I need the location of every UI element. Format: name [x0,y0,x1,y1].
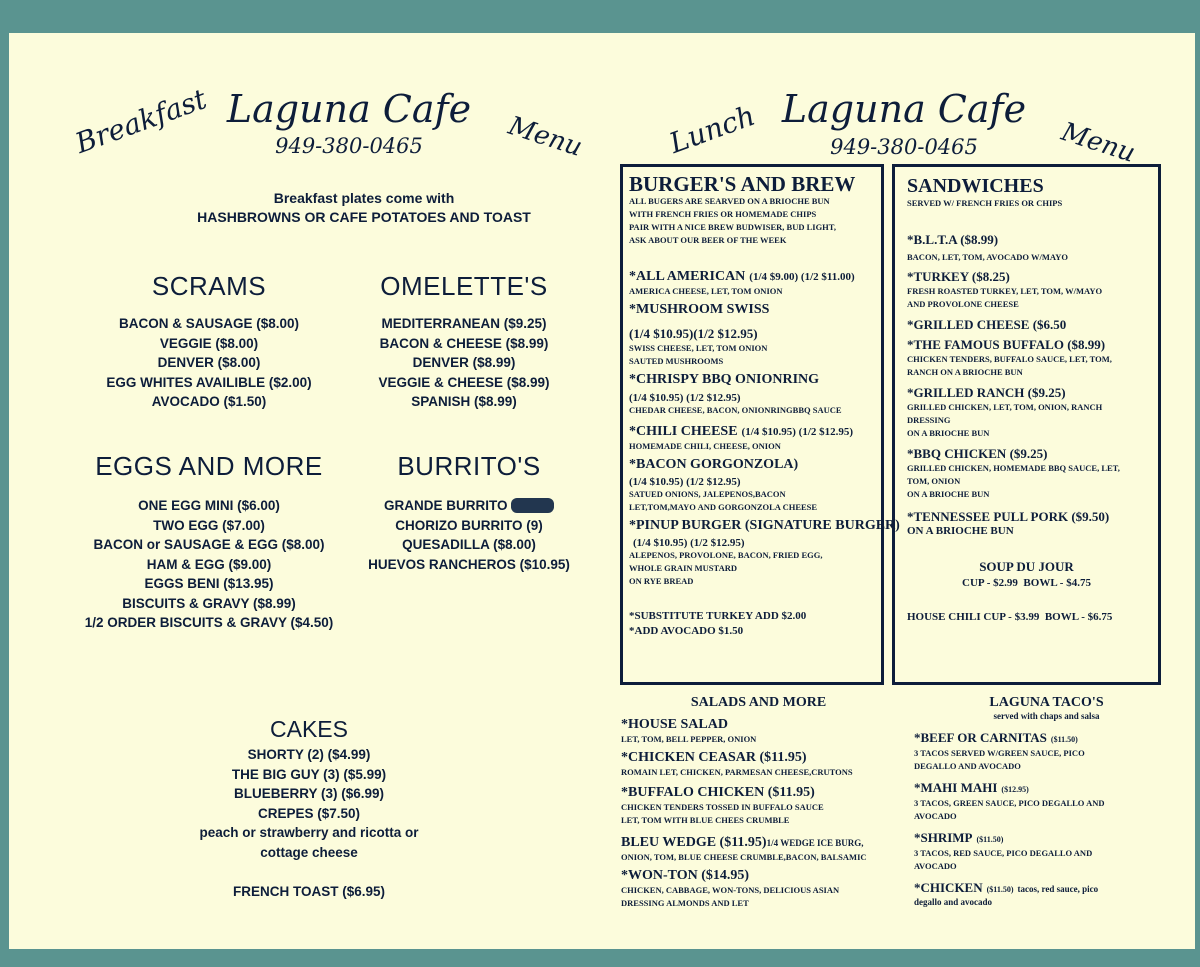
list-item: SPANISH ($8.99) [411,394,517,409]
list-item: CHORIZO BURRITO (9) [395,517,543,533]
item-name: *GRILLED RANCH ($9.25) [907,385,1066,400]
burritos-title: BURRITO'S [397,451,541,481]
grande-burrito-label: GRANDE BURRITO [383,498,508,513]
list-item: EGGS BENI ($13.95) [144,576,274,591]
burgers-box [620,164,900,685]
item-name: *GRILLED CHEESE ($6.50 [907,317,1067,332]
item-desc: 3 TACOS, RED SAUCE, PICO DEGALLO AND [914,848,1093,858]
list-item: BACON & SAUSAGE ($8.00) [118,316,300,331]
list-item: BACON & CHEESE ($8.99) [379,335,549,351]
tacos-sub: served with chaps and salsa [993,711,1100,721]
item-price: ($11.50) [976,835,1004,844]
list-item: MEDITERRANEAN ($9.25) [381,316,547,331]
list-item: CREPES ($7.50) [257,805,361,821]
item-desc: BACON, LET, TOM, AVOCADO W/MAYO [907,252,1068,262]
list-item: SHORTY (2) ($4.99) [247,747,371,762]
item-name: *ALL AMERICAN [629,269,746,284]
item-desc: ON A BRIOCHE BUN [907,489,990,499]
list-item: 1/2 ORDER BISCUITS & GRAVY ($4.50) [84,615,334,630]
list-item: DENVER ($8.99) [412,355,516,370]
soup-prices: CUP - $2.99 BOWL - $4.75 [962,577,1091,589]
item-name: *BBQ CHICKEN ($9.25) [907,446,1048,461]
item-desc: LET, TOM, BELL PEPPER, ONION [621,734,757,744]
eggs-title: EGGS AND MORE [95,451,323,481]
scrams-title: SCRAMS [151,271,267,301]
list-item [344,496,594,516]
list-item [914,829,1179,847]
burritos-section [344,451,594,574]
item-desc: CHEDAR CHEESE, BACON, ONIONRINGBBQ SAUCE [629,405,842,415]
item-desc: SAUTED MUSHROOMS [629,356,724,366]
list-item [914,729,1179,747]
item-price: ($11.50) [1050,735,1078,744]
item-price: (1/4 $10.95) (1/2 $12.95) [633,537,745,549]
breakfast-phone: 949-380-0465 [275,134,423,158]
list-item: HAM & EGG ($9.00) [146,556,272,572]
list-item [629,422,881,440]
item-desc: degallo and avocado [914,897,993,907]
eggs-section [54,451,364,633]
lunch-menu-label: Menu [1057,117,1139,169]
tacos-section [914,695,1179,907]
item-desc: ALEPENOS, PROVOLONE, BACON, FRIED EGG, [629,550,823,560]
chili-prices: HOUSE CHILI CUP - $3.99 BOWL - $6.75 [907,611,1113,623]
list-item: VEGGIE & CHEESE ($8.99) [378,374,550,390]
burgers-desc: WITH FRENCH FRIES OR HOMEMADE CHIPS [629,209,817,219]
cakes-section [159,716,459,902]
list-item [914,879,1179,897]
list-item: THE BIG GUY (3) ($5.99) [231,766,387,782]
item-name: *CHICKEN [914,880,983,895]
item-desc: DRESSING ALMONDS AND LET [621,898,749,908]
item-desc: 3 TACOS, GREEN SAUCE, PICO DEGALLO AND [914,798,1105,808]
item-desc: CHICKEN TENDERS TOSSED IN BUFFALO SAUCE [621,802,824,812]
item-desc: FRESH ROASTED TURKEY, LET, TOM, W/MAYO [907,286,1103,296]
item-desc: TOM, ONION [907,476,961,486]
lunch-cafe-title: Laguna Cafe [781,87,1027,131]
item-name: *PINUP BURGER (SIGNATURE BURGER) [629,518,900,533]
list-item: BLUEBERRY (3) ($6.99) [233,786,385,801]
item-price: (1/4 $10.95) (1/2 $12.95) [741,426,854,438]
menu-paper [9,33,1195,949]
cakes-title: CAKES [270,716,348,742]
french-toast: FRENCH TOAST ($6.95) [232,884,386,899]
list-item: QUESADILLA ($8.00) [402,537,536,552]
item-price: (1/4 $9.00) (1/2 $11.00) [749,271,855,283]
item-desc: SATUED ONIONS, JALEPENOS,BACON [629,489,786,499]
item-price: ($11.50) [986,885,1014,894]
item-desc: ON A BRIOCHE BUN [907,428,990,438]
burgers-title: BURGER'S AND BREW [629,172,856,196]
item-price: ($12.95) [1001,785,1029,794]
item-name: *BACON GORGONZOLA) [629,457,799,472]
lunch-phone: 949-380-0465 [830,135,978,159]
list-item: TWO EGG ($7.00) [153,517,265,533]
item-price: (1/4 $10.95) (1/2 $12.95) [629,392,741,404]
item-desc: AMERICA CHEESE, LET, TOM ONION [629,286,783,296]
item-name: *MUSHROOM SWISS [629,302,770,317]
burgers-desc: PAIR WITH A NICE BREW BUDWISER, BUD LIGHT, [629,222,836,232]
item-desc: ONION, TOM, BLUE CHEESE CRUMBLE,BACON, BALSAMIC [621,852,867,862]
substitute-turkey: *SUBSTITUTE TURKEY ADD $2.00 [629,610,807,622]
item-desc: ROMAIN LET, CHICKEN, PARMESAN CHEESE,CRUTONS [621,767,853,777]
omelettes-title: OMELETTE'S [380,271,548,301]
item-name: *BUFFALO CHICKEN ($11.95) [621,785,815,800]
item-name: *THE FAMOUS BUFFALO ($8.99) [907,337,1106,352]
item-desc: DEGALLO AND AVOCADO [914,761,1021,771]
list-item: peach or strawberry and ricotta or [199,825,419,840]
grande-burrito-price-struck [511,498,554,513]
list-item: BISCUITS & GRAVY ($8.99) [122,595,296,611]
salads-title: SALADS AND MORE [690,695,827,710]
item-name: *CHILI CHEESE [629,424,738,439]
list-item: ONE EGG MINI ($6.00) [138,498,280,513]
item-name: *B.L.T.A ($8.99) [907,232,999,247]
list-item: DENVER ($8.00) [157,355,261,370]
item-name: *BEEF OR CARNITAS [914,730,1047,745]
sandwiches-sub: SERVED W/ FRENCH FRIES OR CHIPS [907,198,1063,208]
lunch-corner-label: Lunch [665,98,760,161]
omelettes-section [334,271,594,412]
item-desc: LET, TOM WITH BLUE CHEES CRUMBLE [621,815,790,825]
list-item: AVOCADO ($1.50) [151,394,267,409]
item-desc: AVOCADO [914,811,957,821]
item-name: *CHRISPY BBQ ONIONRING [629,372,820,387]
item-desc: ON A BRIOCHE BUN [907,525,1014,537]
breakfast-intro-line1: Breakfast plates come with [273,190,455,206]
item-desc: RANCH ON A BRIOCHE BUN [907,367,1023,377]
sandwiches-title: SANDWICHES [907,175,1044,197]
list-item [914,779,1179,797]
sandwiches-box [892,164,1161,685]
item-name: *HOUSE SALAD [621,717,728,732]
list-item [629,267,881,285]
item-name: BLEU WEDGE ($11.95) [621,835,767,850]
item-desc: GRILLED CHICKEN, HOMEMADE BBQ SAUCE, LET, [907,463,1120,473]
breakfast-intro [139,189,589,227]
item-name: *MAHI MAHI [914,780,998,795]
item-desc: DRESSING [907,415,951,425]
item-desc: CHICKEN, CABBAGE, WON-TONS, DELICIOUS ASIAN [621,885,840,895]
salads-section [621,695,896,910]
add-avocado: *ADD AVOCADO $1.50 [629,625,744,637]
item-desc: AVOCADO [914,861,957,871]
list-item: VEGGIE ($8.00) [159,335,259,351]
item-desc: SWISS CHEESE, LET, TOM ONION [629,343,768,353]
list-item: BACON or SAUSAGE & EGG ($8.00) [93,537,325,552]
list-item [621,833,896,851]
burgers-desc: ALL BUGERS ARE SEARVED ON A BRIOCHE BUN [629,196,830,206]
list-item: EGG WHITES AVAILIBLE ($2.00) [106,374,312,390]
item-desc: GRILLED CHICKEN, LET, TOM, ONION, RANCH [907,402,1103,412]
soup-title: SOUP DU JOUR [979,559,1074,574]
burgers-desc: ASK ABOUT OUR BEER OF THE WEEK [629,235,787,245]
breakfast-menu-label: Menu [504,111,586,163]
item-name: *TURKEY ($8.25) [907,269,1010,284]
breakfast-cafe-title: Laguna Cafe [226,87,472,131]
item-desc: CHICKEN TENDERS, BUFFALO SAUCE, LET, TOM, [907,354,1112,364]
item-name: *SHRIMP [914,830,973,845]
item-desc: ON RYE BREAD [629,576,694,586]
item-desc: 3 TACOS SERVED W/GREEN SAUCE, PICO [914,748,1085,758]
list-item: cottage cheese [260,844,358,860]
breakfast-intro-line2: HASHBROWNS OR CAFE POTATOES AND TOAST [197,209,531,225]
tacos-title: LAGUNA TACO'S [989,695,1104,710]
item-price: (1/4 $10.95)(1/2 $12.95) [629,326,758,341]
item-desc: LET,TOM,MAYO AND GORGONZOLA CHEESE [629,502,818,512]
item-extra: tacos, red sauce, pico [1017,884,1099,894]
breakfast-corner-label: Breakfast [71,82,211,161]
item-extra: 1/4 WEDGE ICE BURG, [766,838,864,848]
item-name: *WON-TON ($14.95) [621,868,750,883]
item-desc: AND PROVOLONE CHEESE [907,299,1019,309]
item-desc: WHOLE GRAIN MUSTARD [629,563,737,573]
scrams-section [64,271,354,412]
item-desc: HOMEMADE CHILI, CHEESE, ONION [629,441,781,451]
item-name: *CHICKEN CEASAR ($11.95) [621,750,807,765]
item-name: *TENNESSEE PULL PORK ($9.50) [907,509,1110,524]
list-item: HUEVOS RANCHEROS ($10.95) [368,556,570,572]
item-price: (1/4 $10.95) (1/2 $12.95) [629,476,741,488]
